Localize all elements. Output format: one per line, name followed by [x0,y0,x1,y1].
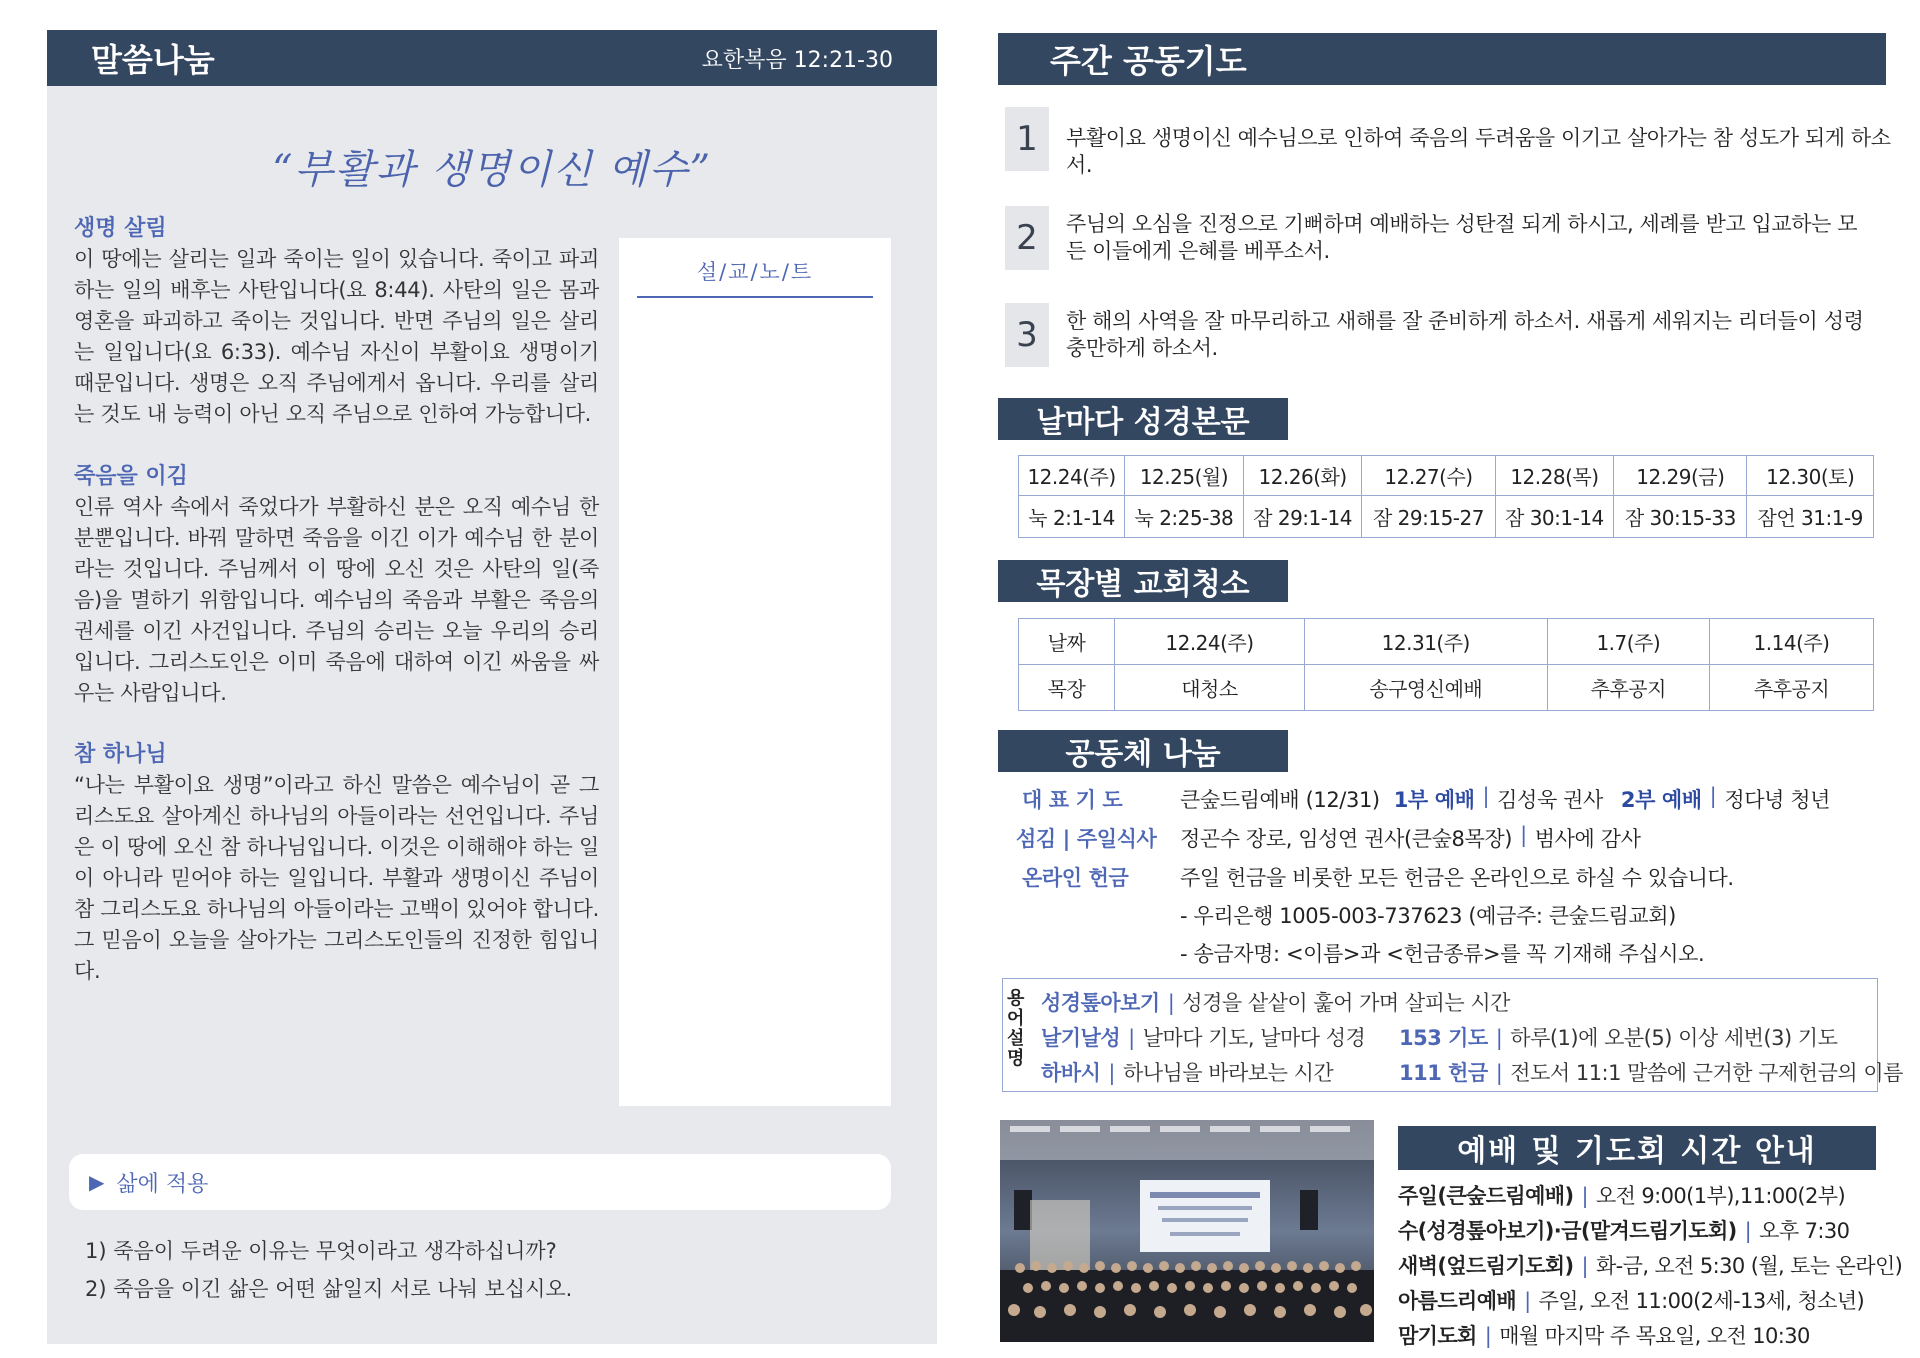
service-name: 수(성경톺아보기)·금(맡겨드림기도회) [1398,1219,1737,1243]
online-bank-row [1180,900,1676,930]
separator: | [1495,1061,1503,1085]
share-text: 큰숲드림예배 (12/31) [1180,788,1380,812]
table-cell: 대청소 [1115,665,1305,711]
prayer-item [1005,303,1895,367]
separator: | [1520,823,1527,847]
sermon-title: “부활과 생명이신 예수” [271,147,713,193]
glossary-desc: 날마다 기도, 날마다 성경 [1142,1026,1366,1050]
prayer-number: 3 [1005,303,1049,367]
sermon-point-3 [74,740,599,987]
separator: | [1744,1219,1752,1243]
online-offering-row [1022,862,1734,892]
separator: | [1108,1061,1115,1085]
service-time: 오전 9:00(1부),11:00(2부) [1595,1184,1846,1208]
bank-account-text: - 우리은행 1005-003-737623 (예금주: 큰숲드림교회) [1180,904,1676,928]
service-time: 매월 마지막 주 목요일, 오전 10:30 [1499,1324,1810,1348]
sermon-header [47,30,937,86]
daily-bible-title: 날마다 성경본문 [998,398,1288,440]
community-sharing-title: 공동체 나눔 [998,730,1288,772]
separator: | [1482,784,1490,808]
table-cell: 목장 [1019,665,1115,711]
table-cell: 12.25(월) [1125,456,1244,496]
service-time: 오후 7:30 [1759,1219,1850,1243]
prayer-item [1005,107,1895,179]
sermon-notes-box[interactable] [619,238,891,1106]
congregation-photo-graphic [1000,1120,1374,1342]
sermon-point-1 [74,214,599,430]
service-name: 맘기도회 [1398,1324,1477,1348]
table-cell: 눅 2:25-38 [1125,496,1244,538]
sermon-section-title: 말씀나눔 [91,41,215,79]
discussion-questions [85,1232,572,1308]
question-item: 2) 죽음을 이긴 삶은 어떤 삶일지 서로 나눠 보십시오. [85,1277,573,1301]
prayer-number: 1 [1005,107,1049,171]
prayer-text: 부활이요 생명이신 예수님으로 인하여 죽음의 두려움을 이기고 살아가는 참 성도가 되게 하소서. [1066,126,1891,177]
weekly-prayer-header: 주간 공동기도 [998,33,1886,85]
service-time-row [1398,1180,1845,1210]
sermon-point-body: 인류 역사 속에서 죽었다가 부활하신 분은 오직 예수님 한 분뿐입니다. 바꿔 말하면 죽음을 이긴 이가 예수님 한 분이라는 것입니다. 주님께서 이 땅에 오신 것은 사탄의 일(죽음)을 멸하기 위함입니다. 예수님의 죽음과 부활은 죽음의 권세를 이긴 사건입니다. 주님의 승리는 오늘 우리의 승리입니다. 그리스도인은 이미 죽음에 대하여 이긴 싸움을 싸우는 사람입니다. [74,495,599,705]
table-cell: 추후공지 [1547,665,1709,711]
glossary-item [1399,1057,1903,1087]
question-item: 1) 죽음이 두려운 이유는 무엇이라고 생각하십니까? [85,1239,557,1263]
sermon-point-body: 이 땅에는 살리는 일과 죽이는 일이 있습니다. 죽이고 파괴하는 일의 배후는 사탄입니다(요 8:44). 사탄의 일은 몸과 영혼을 파괴하고 죽이는 것입니다. 반면 주님의 일은 살리는 일입니다(요 6:33). 예수님 자신이 부활이요 생명이기 때문입니다. 생명은 오직 주님에게서 옵니다. 우리를 살리는 것도 내 능력이 아닌 오직 주님으로 인하여 가능합니다. [74,247,599,426]
glossary-term: 153 기도 [1399,1026,1488,1050]
glossary-item [1399,1022,1837,1052]
glossary-term: 날기날성 [1041,1026,1121,1050]
share-label: 온라인 헌금 [1022,866,1129,890]
table-cell: 잠 29:15-27 [1362,496,1495,538]
table-cell: 추후공지 [1710,665,1874,711]
sermon-notes-title: 설/교/노/트 [637,256,873,298]
table-row [1019,496,1874,538]
table-cell: 12.29(금) [1614,456,1747,496]
service-times-title: 예배 및 기도회 시간 안내 [1398,1126,1876,1170]
serving-row [1016,823,1641,853]
share-label: 섬김 | 주일식사 [1016,827,1157,851]
sermon-point-heading: 죽음을 이김 [74,464,188,489]
separator: | [1581,1254,1588,1278]
table-cell: 잠 30:1-14 [1495,496,1614,538]
table-cell: 12.30(토) [1747,456,1874,496]
glossary-desc: 전도서 11:1 말씀에 근거한 구제헌금의 이름 [1510,1061,1903,1085]
share-text: 범사에 감사 [1534,827,1641,851]
service-label: 1부 예배 [1393,788,1475,812]
glossary-desc: 하루(1)에 오분(5) 이상 세번(3) 기도 [1510,1026,1838,1050]
table-cell: 12.24(주) [1115,619,1305,665]
cleaning-table [1018,618,1874,711]
prayer-text: 주님의 오심을 진정으로 기뻐하며 예배하는 성탄절 되게 하시고, 세례를 받고 입교하는 모든 이들에게 은혜를 베푸소서. [1066,212,1858,263]
prayer-number: 2 [1005,206,1049,270]
share-text: 정다녕 청년 [1724,788,1831,812]
table-cell: 12.28(목) [1495,456,1614,496]
glossary-item [1041,1022,1365,1052]
prayer-text: 한 해의 사역을 잘 마무리하고 새해를 잘 준비하게 하소서. 새롭게 세워지는 리더들이 성령 충만하게 하소서. [1066,309,1864,360]
share-label: 대 표 기 도 [1022,788,1123,812]
service-time: 주일, 오전 11:00(2세-13세, 청소년) [1538,1289,1865,1313]
glossary-box [1002,978,1903,1092]
separator: | [1709,784,1717,808]
separator: | [1495,1026,1503,1050]
service-name: 새벽(엎드림기도회) [1398,1254,1574,1278]
online-note-row [1180,938,1704,968]
separator: | [1484,1324,1492,1348]
separator: | [1128,1026,1135,1050]
service-time: 화-금, 오전 5:30 (월, 토는 온라인) [1595,1254,1903,1278]
daily-bible-table [1018,455,1874,538]
triangle-right-icon: ▶ [89,1170,105,1194]
glossary-item [1041,1057,1333,1087]
scripture-reference: 요한복음 12:21-30 [701,47,893,73]
service-name: 주일(큰숲드림예배) [1398,1184,1574,1208]
sermon-point-2 [74,462,599,709]
separator: | [1524,1289,1531,1313]
service-time-row [1398,1320,1810,1350]
service-name: 아름드리예배 [1398,1289,1517,1313]
representative-prayer-row [1022,784,1830,814]
glossary-item [1041,987,1510,1017]
sermon-panel [47,86,937,1344]
table-cell: 12.24(주) [1019,456,1125,496]
sermon-point-heading: 생명 살림 [74,216,167,241]
table-cell: 잠언 31:1-9 [1747,496,1874,538]
glossary-label: 용어설명 [1007,988,1025,1069]
congregation-photo [1000,1120,1374,1342]
share-text: 정곤수 장로, 임성연 권사(큰숲8목장) [1180,827,1513,851]
table-row [1019,665,1874,711]
table-row [1019,619,1874,665]
table-cell: 잠 29:1-14 [1243,496,1362,538]
table-cell: 12.26(화) [1243,456,1362,496]
glossary-desc: 하나님을 바라보는 시간 [1122,1061,1334,1085]
cleaning-title: 목장별 교회청소 [998,560,1288,602]
glossary-term: 111 헌금 [1399,1061,1488,1085]
sermon-point-heading: 참 하나님 [74,742,167,767]
separator: | [1581,1184,1588,1208]
service-time-row [1398,1250,1902,1280]
table-cell: 송구영신예배 [1304,665,1547,711]
share-text: 주일 헌금을 비롯한 모든 헌금은 온라인으로 하실 수 있습니다. [1180,866,1734,890]
table-cell: 12.31(주) [1304,619,1547,665]
share-text: 김성욱 권사 [1497,788,1603,812]
table-cell: 날짜 [1019,619,1115,665]
prayer-item [1005,206,1895,270]
glossary-desc: 성경을 샅샅이 훑어 가며 살피는 시간 [1182,991,1510,1015]
glossary-term: 성경톺아보기 [1041,991,1160,1015]
separator: | [1167,991,1175,1015]
table-cell: 잠 30:15-33 [1614,496,1747,538]
glossary-term: 하바시 [1041,1061,1101,1085]
service-time-row [1398,1285,1864,1315]
apply-to-life-label: 삶에 적용 [116,1171,209,1197]
table-cell: 1.7(주) [1547,619,1709,665]
apply-to-life-bar [69,1154,891,1210]
remittance-note-text: - 송금자명: <이름>과 <헌금종류>를 꼭 기재해 주십시오. [1180,942,1705,966]
sermon-point-body: “나는 부활이요 생명”이라고 하신 말씀은 예수님이 곧 그리스도요 살아계신 하나님의 아들이라는 선언입니다. 주님은 이 땅에 오신 참 하나님입니다. 이것은 이해해야 하는 일이 아니라 믿어야 하는 일입니다. 부활과 생명이신 주님이 참 그리스도요 하나님의 아들이라는 고백이 있어야 합니다. 그 믿음이 오늘을 살아가는 그리스도인들의 진정한 힘입니다. [74,773,599,983]
service-time-row [1398,1215,1849,1245]
service-label: 2부 예배 [1620,788,1702,812]
table-cell: 눅 2:1-14 [1019,496,1125,538]
table-row [1019,456,1874,496]
table-cell: 12.27(수) [1362,456,1495,496]
table-cell: 1.14(주) [1710,619,1874,665]
